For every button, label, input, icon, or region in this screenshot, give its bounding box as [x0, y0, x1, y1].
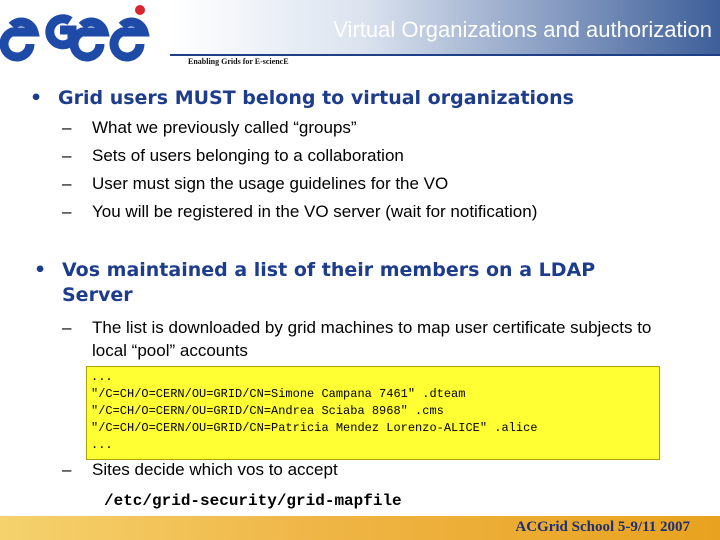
sub-item: [62, 316, 652, 362]
footer-text: ACGrid School 5-9/11 2007: [515, 519, 690, 535]
sub-item: [62, 458, 652, 481]
dash-icon: –: [62, 174, 72, 193]
sub-item: [62, 200, 592, 223]
code-line: ...: [91, 370, 113, 384]
code-line: ...: [91, 438, 113, 452]
bullet-dot: •: [34, 259, 47, 281]
sub-item: [62, 172, 692, 195]
bullet-text: Grid users MUST belong to virtual organizations: [58, 87, 574, 109]
grid-mapfile-example: [86, 366, 660, 460]
mapfile-path: /etc/grid-security/grid-mapfile: [104, 492, 402, 510]
dash-icon: –: [62, 118, 72, 137]
sub-item: [62, 116, 692, 139]
code-line: "/C=CH/O=CERN/OU=GRID/CN=Patricia Mendez Lorenzo-ALICE" .alice: [91, 421, 538, 435]
dash-icon: –: [62, 202, 72, 221]
code-line: "/C=CH/O=CERN/OU=GRID/CN=Andrea Sciaba 8968" .cms: [91, 404, 444, 418]
logo-red-dot: [135, 5, 145, 15]
header-divider: [170, 54, 720, 56]
slide-title: Virtual Organizations and authorization: [333, 17, 712, 42]
dash-icon: –: [62, 146, 72, 165]
bullet-vo-membership: [30, 86, 698, 111]
slide-header: [0, 0, 720, 66]
slide-footer: [0, 516, 720, 540]
egee-logo: [0, 0, 170, 62]
sub-item-text: Sites decide which vos to accept: [92, 460, 338, 479]
dash-icon: –: [62, 460, 72, 479]
sub-item-text: Sets of users belonging to a collaboration: [92, 146, 404, 165]
sub-item-text: What we previously called “groups”: [92, 118, 357, 137]
sub-item-text: User must sign the usage guidelines for the VO: [92, 174, 449, 193]
sub-item: [62, 144, 692, 167]
sub-item-text: You will be registered in the VO server (wait for notification): [92, 202, 538, 221]
dash-icon: –: [62, 318, 72, 337]
bullet-dot: •: [30, 87, 43, 109]
code-line: "/C=CH/O=CERN/OU=GRID/CN=Simone Campana 7461" .dteam: [91, 387, 466, 401]
bullet-ldap-server: [34, 258, 662, 308]
sub-item-text: The list is downloaded by grid machines to map user certificate subjects to local “pool” accounts: [92, 318, 652, 360]
bullet-text: Vos maintained a list of their members on a LDAP Server: [62, 259, 596, 306]
tagline: Enabling Grids for E-sciencE: [188, 57, 289, 66]
